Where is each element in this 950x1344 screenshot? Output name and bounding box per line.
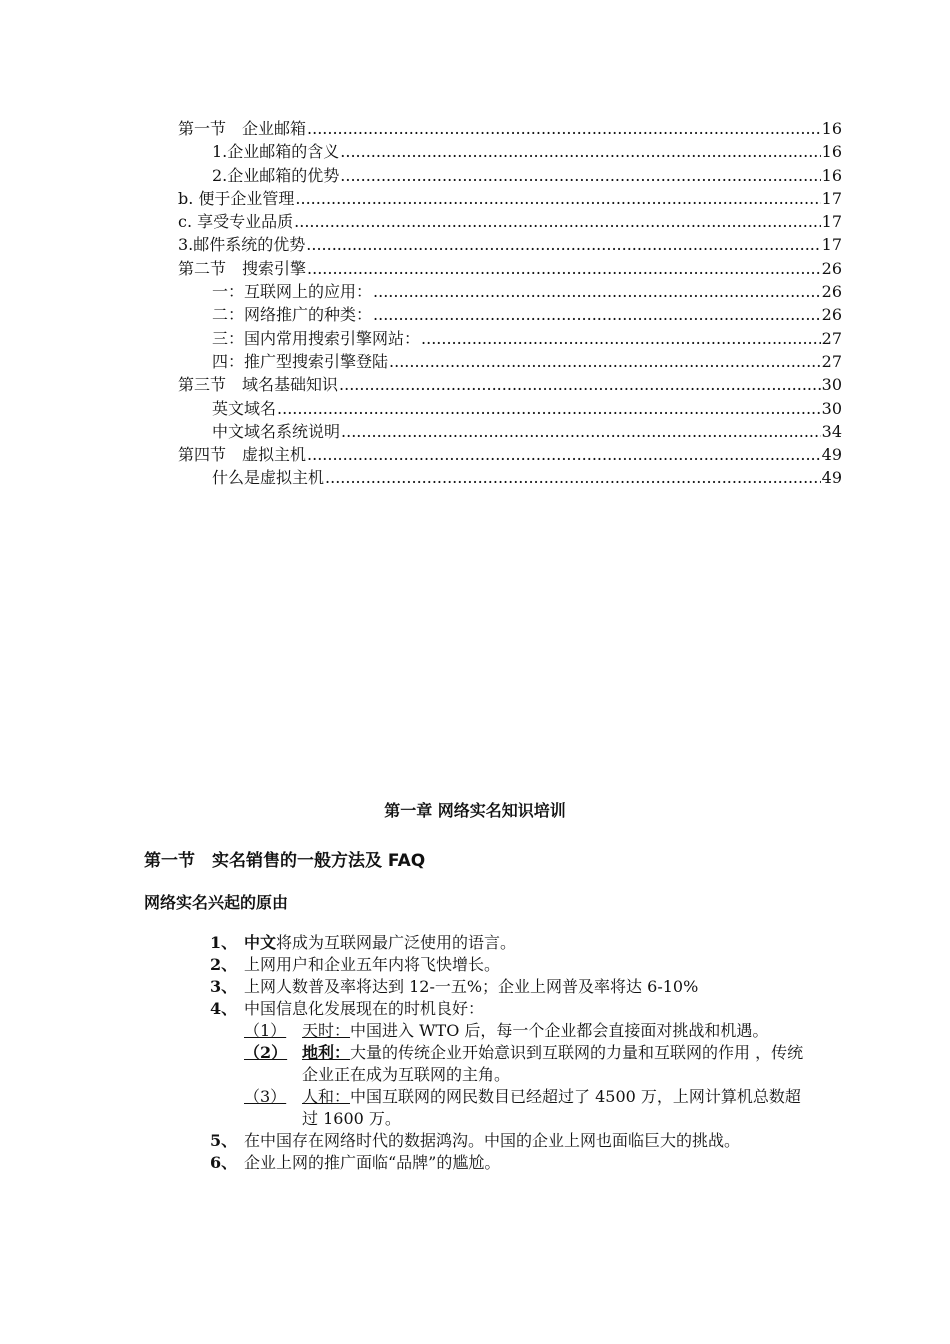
item-bold-term: 中文 xyxy=(244,933,277,952)
toc-dot-leader xyxy=(307,257,821,280)
toc-entry[interactable] xyxy=(178,303,842,326)
toc-entry-title: 什么是虚拟主机 xyxy=(212,468,325,488)
toc-page-number: 17 xyxy=(821,235,842,255)
toc-page-number: 27 xyxy=(821,351,842,371)
list-item xyxy=(210,1152,810,1174)
toc-entry[interactable] xyxy=(178,257,842,280)
toc-entry-title: 第二节 搜索引擎 xyxy=(178,258,307,278)
sub-item-term: 地利： xyxy=(302,1043,351,1062)
toc-entry[interactable] xyxy=(178,466,842,489)
toc-dot-leader xyxy=(307,117,821,140)
toc-dot-leader xyxy=(389,350,821,373)
toc-dot-leader xyxy=(341,420,821,443)
toc-page-number: 16 xyxy=(821,165,842,185)
toc-entry-title: 2.企业邮箱的优势 xyxy=(212,165,340,185)
item-number: 1、 xyxy=(210,933,238,952)
toc-entry-title: 一：互联网上的应用： xyxy=(212,282,373,302)
toc-entry[interactable] xyxy=(178,420,842,443)
sub-list-item xyxy=(244,1086,810,1130)
toc-entry[interactable] xyxy=(178,117,842,140)
item-text: 上网用户和企业五年内将飞快增长。 xyxy=(244,955,501,974)
toc-page-number: 17 xyxy=(821,188,842,208)
toc-page-number: 17 xyxy=(821,212,842,232)
toc-dot-leader xyxy=(325,466,821,489)
toc-entry[interactable] xyxy=(178,443,842,466)
toc-entry-title: 第四节 虚拟主机 xyxy=(178,445,307,465)
toc-entry-title: 3.邮件系统的优势 xyxy=(178,235,306,255)
toc-dot-leader xyxy=(340,140,820,163)
sub-item-term: 人和： xyxy=(302,1087,351,1106)
toc-entry[interactable] xyxy=(178,373,842,396)
toc-dot-leader xyxy=(373,303,821,326)
chapter-title: 第一章 网络实名知识培训 xyxy=(384,801,566,820)
section-heading: 第一节 实名销售的一般方法及 FAQ xyxy=(144,851,426,871)
toc-entry-title: 第三节 域名基础知识 xyxy=(178,375,339,395)
toc-dot-leader xyxy=(421,327,821,350)
toc-page-number: 30 xyxy=(821,398,842,418)
toc-dot-leader xyxy=(306,233,820,256)
toc-page-number: 30 xyxy=(821,375,842,395)
sub-item-number: （2） xyxy=(244,1043,288,1062)
item-number: 5、 xyxy=(210,1131,238,1150)
toc-page-number: 49 xyxy=(821,445,842,465)
item-text: 将成为互联网最广泛使用的语言。 xyxy=(276,933,517,952)
sub-item-text: 中国互联网的网民数目已经超过了 4500 万，上网计算机总数超过 1600 万。 xyxy=(302,1087,801,1128)
toc-entry[interactable] xyxy=(178,210,842,233)
toc-dot-leader xyxy=(373,280,821,303)
item-text: 在中国存在网络时代的数据鸿沟。中国的企业上网也面临巨大的挑战。 xyxy=(244,1131,741,1150)
sub-list xyxy=(210,1020,810,1130)
toc-entry[interactable] xyxy=(178,164,842,187)
toc-page-number: 16 xyxy=(821,119,842,138)
toc-entry-title: 二：网络推广的种类： xyxy=(212,305,373,325)
toc-entry-title: 1.企业邮箱的含义 xyxy=(212,142,340,162)
toc-page-number: 34 xyxy=(821,421,842,441)
toc-dot-leader xyxy=(339,373,821,396)
list-item xyxy=(210,998,810,1020)
toc-dot-leader xyxy=(295,187,820,210)
sub-item-number: （3） xyxy=(244,1087,287,1106)
toc-entry[interactable] xyxy=(178,350,842,373)
list-item xyxy=(210,932,810,954)
item-number: 4、 xyxy=(210,999,238,1018)
reasons-list xyxy=(210,932,810,1174)
item-text: 上网人数普及率将达到 12-一五%；企业上网普及率将达 6-10% xyxy=(244,977,699,996)
item-text: 企业上网的推广面临“品牌”的尴尬。 xyxy=(244,1153,501,1172)
toc-page-number: 26 xyxy=(821,258,842,278)
toc-entry[interactable] xyxy=(178,187,842,210)
toc-entry-title: 三：国内常用搜索引擎网站： xyxy=(212,328,421,348)
item-number: 6、 xyxy=(210,1153,238,1172)
toc-page-number: 26 xyxy=(821,282,842,302)
item-number: 2、 xyxy=(210,955,238,974)
toc-page-number: 16 xyxy=(821,142,842,162)
toc-entry-title: 中文域名系统说明 xyxy=(212,421,341,441)
list-item xyxy=(210,954,810,976)
toc-page-number: 49 xyxy=(821,468,842,488)
sub-item-term: 天时： xyxy=(302,1021,351,1040)
toc-dot-leader xyxy=(294,210,821,233)
sub-item-text: 中国进入 WTO 后，每一个企业都会直接面对挑战和机遇。 xyxy=(350,1021,769,1040)
toc-entry[interactable] xyxy=(178,327,842,350)
toc-entry[interactable] xyxy=(178,280,842,303)
list-item xyxy=(210,1130,810,1152)
toc-entry[interactable] xyxy=(178,140,842,163)
sub-list-item xyxy=(244,1042,810,1086)
toc-dot-leader xyxy=(277,397,821,420)
toc-entry-title: 英文域名 xyxy=(212,398,277,418)
sub-heading: 网络实名兴起的原由 xyxy=(144,893,289,912)
item-text: 中国信息化发展现在的时机良好： xyxy=(244,999,485,1018)
toc-entry[interactable] xyxy=(178,233,842,256)
toc-entry[interactable] xyxy=(178,397,842,420)
sub-item-text: 大量的传统企业开始意识到互联网的力量和互联网的作用 ，传统企业正在成为互联网的主角。 xyxy=(302,1043,804,1084)
table-of-contents xyxy=(178,117,842,490)
toc-page-number: 26 xyxy=(821,305,842,325)
toc-dot-leader xyxy=(340,164,820,187)
sub-list-item xyxy=(244,1020,810,1042)
item-number: 3、 xyxy=(210,977,238,996)
sub-item-number: （1） xyxy=(244,1021,287,1040)
toc-dot-leader xyxy=(307,443,821,466)
toc-entry-title: 第一节 企业邮箱 xyxy=(178,119,307,138)
toc-entry-title: 四：推广型搜索引擎登陆 xyxy=(212,351,389,371)
toc-entry-title: c. 享受专业品质 xyxy=(178,212,294,232)
toc-page-number: 27 xyxy=(821,328,842,348)
toc-entry-title: b. 便于企业管理 xyxy=(178,188,295,208)
list-item xyxy=(210,976,810,998)
